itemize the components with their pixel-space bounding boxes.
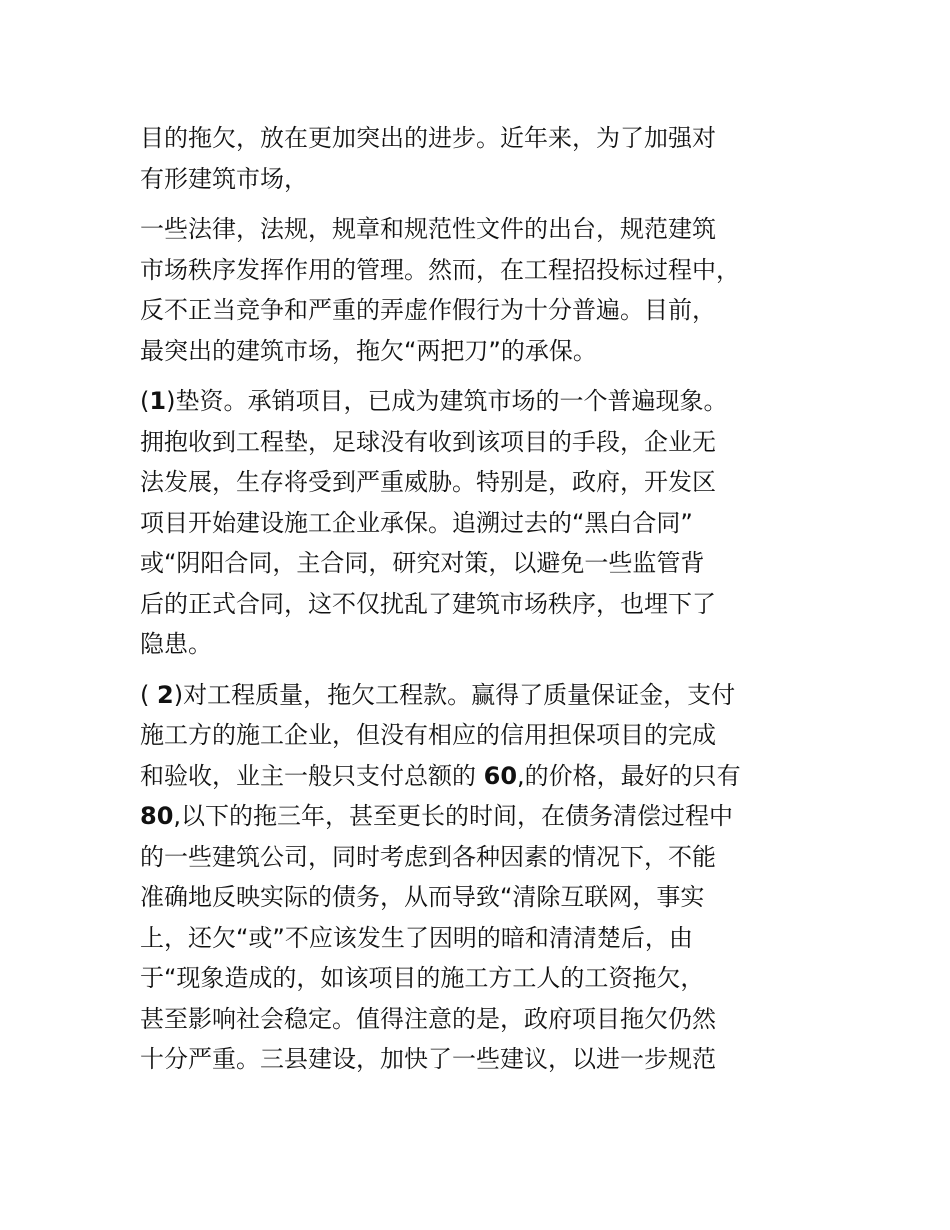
text-run: )对工程质量，拖欠工程款。赢得了质量保证金，支付 [173,680,736,709]
text-line: 甚至影响社会稳定。值得注意的是，政府项目拖欠仍然 [140,1004,716,1033]
paragraph [140,675,820,1080]
text-line: 有形建筑市场， [140,164,308,193]
text-line: 最突出的建筑市场，拖欠“两把刀”的承保。 [140,336,597,365]
text-line: 一些法律，法规，规章和规范性文件的出台，规范建筑 [140,215,716,243]
text-line: 十分严重。三县建设，加快了一些建议，以进一步规范 [140,1045,716,1073]
text-line [140,675,820,716]
paragraph [140,209,820,371]
text-line: 于“现象造成的，如该项目的施工方工人的工资拖欠， [140,964,705,992]
text-line [140,756,820,797]
text-line: 反不正当竞争和严重的弄虚作假行为十分普遍。目前， [140,296,716,324]
text-line: 市场秩序发挥作用的管理。然而，在工程招投标过程中， [140,255,740,284]
text-line: 上，还欠“或”不应该发生了因明的暗和清清楚后，由 [140,923,693,952]
text-line: 目的拖欠，放在更加突出的进步。近年来，为了加强对 [140,124,716,152]
text-line: 施工方的施工企业，但没有相应的信用担保项目的完成 [140,721,716,749]
bold-number: 60 [483,761,518,790]
text-run: )垫资。承销项目，已成为建筑市场的一个普遍现象。 [166,387,728,415]
text-line: 准确地反映实际的债务，从而导致“清除互联网，事实 [140,883,705,911]
text-line: 后的正式合同，这不仅扰乱了建筑市场秩序，也埋下了 [140,589,716,618]
text-run: ( [140,387,150,415]
text-line: 的一些建筑公司，同时考虑到各种因素的情况下，不能 [140,842,716,871]
text-run: ,的价格，最好的只有 [517,761,741,790]
text-line [140,796,820,837]
text-run: ( [140,680,157,709]
bold-number: 2 [157,680,174,709]
document-body [140,118,820,1090]
text-run: ,以下的拖三年，甚至更长的时间，在债务清偿过程中 [173,802,734,830]
paragraph [140,118,820,199]
text-run: 和验收，业主一般只支付总额的 [140,761,484,790]
bold-number: 80 [140,802,174,830]
text-line: 项目开始建设施工企业承保。追溯过去的“黑白合同” [140,508,693,537]
text-line [140,381,820,422]
text-line: 拥抱收到工程垫，足球没有收到该项目的手段，企业无 [140,427,716,456]
bold-number: 1 [149,387,167,415]
text-line: 法发展，生存将受到严重威胁。特别是，政府，开发区 [140,468,716,496]
text-line: 或“阴阳合同，主合同，研究对策，以避免一些监管背 [140,549,705,577]
text-line: 隐患。 [140,630,212,658]
paragraph [140,381,820,665]
